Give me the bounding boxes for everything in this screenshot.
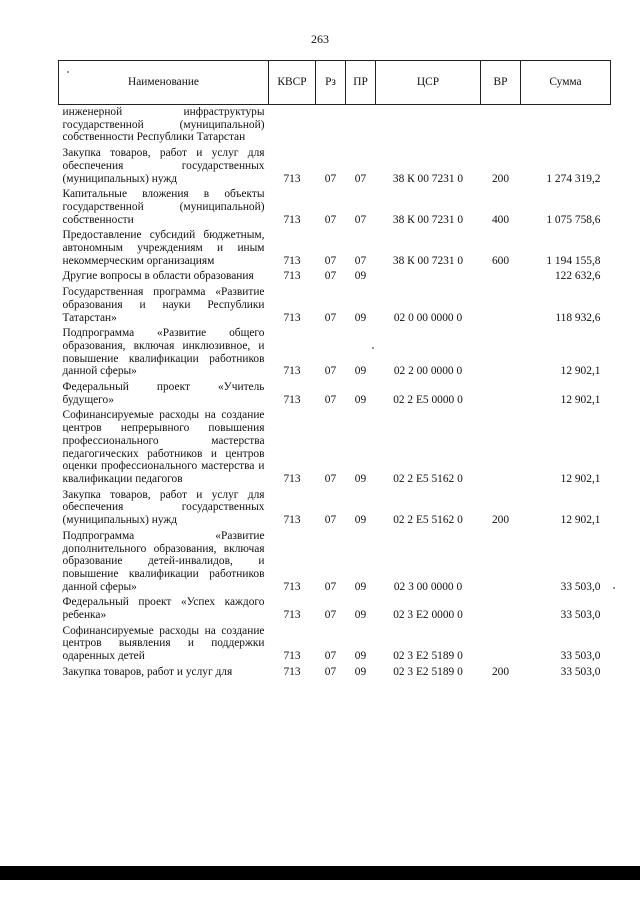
- row-rz: 07: [324, 393, 337, 406]
- table-row: [59, 269, 611, 285]
- row-pr: 09: [354, 270, 367, 283]
- row-vr: [481, 624, 521, 665]
- row-sum: [521, 105, 611, 147]
- row-sum: 1 075 758,6: [546, 213, 601, 226]
- row-sum: 1 194 155,8: [546, 254, 601, 267]
- row-csr: 38 К 00 7231 0: [392, 254, 464, 267]
- row-rz: 07: [324, 514, 337, 527]
- row-vr: [481, 529, 521, 596]
- row-csr: 02 2 Е5 0000 0: [393, 393, 463, 406]
- row-sum: 12 902,1: [560, 472, 601, 485]
- row-pr: 09: [354, 365, 367, 378]
- row-name: Предоставление субсидий бюджетным, автономным учреждениям и иным некоммерческим организациям: [62, 229, 265, 267]
- row-rz: 07: [324, 365, 337, 378]
- row-csr: 02 2 00 0000 0: [393, 365, 463, 378]
- row-rz: 07: [324, 472, 337, 485]
- row-name: Закупка товаров, работ и услуг для: [62, 665, 233, 678]
- header-csr: ЦСР: [376, 61, 481, 105]
- row-kvsr: 713: [283, 172, 301, 185]
- row-name: инженерной инфраструктуры государственной (муниципальной) собственности Республики Татарстан: [62, 106, 265, 144]
- row-vr: 200: [491, 514, 510, 527]
- row-pr: 07: [354, 172, 367, 185]
- row-csr: 38 К 00 7231 0: [392, 213, 464, 226]
- row-sum: 33 503,0: [560, 609, 601, 622]
- row-name: Закупка товаров, работ и услуг для обеспечения государственных (муниципальных) нужд: [62, 147, 265, 185]
- row-kvsr: 713: [283, 514, 301, 527]
- row-rz: 07: [324, 254, 337, 267]
- row-rz: 07: [324, 172, 337, 185]
- row-kvsr: 713: [283, 254, 301, 267]
- row-sum: 12 902,1: [560, 514, 601, 527]
- row-kvsr: 713: [283, 393, 301, 406]
- row-rz: 07: [324, 213, 337, 226]
- row-kvsr: 713: [283, 270, 301, 283]
- row-name: Софинансируемые расходы на создание центров выявления и поддержки одаренных детей: [62, 624, 265, 663]
- header-kvsr: КВСР: [269, 61, 316, 105]
- row-vr: 200: [491, 665, 510, 678]
- row-csr: [376, 105, 481, 147]
- row-kvsr: [269, 105, 316, 147]
- row-csr: [376, 269, 481, 285]
- scan-border-bottom: [0, 866, 640, 880]
- scan-speck: [372, 347, 374, 349]
- page-number: 263: [311, 32, 329, 46]
- row-vr: [481, 105, 521, 147]
- row-csr: 02 3 Е2 5189 0: [393, 665, 463, 678]
- row-vr: 200: [491, 172, 510, 185]
- row-kvsr: 713: [283, 311, 301, 324]
- row-sum: 118 932,6: [555, 311, 601, 324]
- table-row: [59, 187, 611, 228]
- row-vr: 400: [491, 213, 510, 226]
- table-row: [59, 228, 611, 269]
- row-vr: [481, 380, 521, 408]
- row-rz: 07: [324, 580, 337, 593]
- row-pr: 09: [354, 393, 367, 406]
- table-row: [59, 624, 611, 665]
- row-kvsr: 713: [283, 609, 301, 622]
- header-pr: ПР: [346, 61, 376, 105]
- row-csr: 02 3 Е2 5189 0: [393, 650, 463, 663]
- table-row: [59, 326, 611, 380]
- row-sum: 33 503,0: [560, 665, 601, 678]
- table-row: [59, 408, 611, 487]
- table-row: [59, 488, 611, 529]
- scan-speck: [67, 71, 69, 73]
- row-sum: 12 902,1: [560, 365, 601, 378]
- row-vr: [481, 408, 521, 487]
- row-name: Подпрограмма «Развитие общего образования, включая инклюзивное, и повышение квалификации работников данной сферы»: [62, 327, 265, 378]
- scan-speck: [613, 587, 615, 589]
- row-pr: 09: [354, 609, 367, 622]
- header-sum: Сумма: [521, 61, 611, 105]
- table-header-row: [59, 61, 611, 105]
- row-name: Федеральный проект «Успех каждого ребенка»: [62, 596, 265, 622]
- header-vr: ВР: [481, 61, 521, 105]
- row-pr: 09: [354, 472, 367, 485]
- table-row: [59, 665, 611, 681]
- row-csr: 02 2 Е5 5162 0: [393, 514, 463, 527]
- row-vr: [481, 595, 521, 623]
- row-csr: 02 3 Е2 0000 0: [393, 609, 463, 622]
- row-csr: 02 0 00 0000 0: [393, 311, 463, 324]
- row-kvsr: 713: [283, 365, 301, 378]
- row-sum: 33 503,0: [560, 650, 601, 663]
- page-margin-bottom: [0, 880, 640, 905]
- row-rz: 07: [324, 609, 337, 622]
- row-pr: 09: [354, 665, 367, 678]
- row-sum: 1 274 319,2: [546, 172, 601, 185]
- header-rz: Рз: [316, 61, 346, 105]
- row-pr: 07: [354, 213, 367, 226]
- row-kvsr: 713: [283, 213, 301, 226]
- row-kvsr: 713: [283, 650, 301, 663]
- row-pr: 09: [354, 514, 367, 527]
- table-row: [59, 285, 611, 326]
- row-name: Капитальные вложения в объекты государственной (муниципальной) собственности: [62, 188, 265, 226]
- row-name: Государственная программа «Развитие образования и науки Республики Татарстан»: [62, 286, 265, 324]
- row-vr: 600: [491, 254, 510, 267]
- row-kvsr: 713: [283, 665, 301, 678]
- table-row: [59, 380, 611, 408]
- row-rz: 07: [324, 311, 337, 324]
- row-name: Другие вопросы в области образования: [62, 270, 254, 283]
- row-name: Федеральный проект «Учитель будущего»: [62, 381, 265, 406]
- row-pr: 09: [354, 650, 367, 663]
- row-vr: [481, 285, 521, 326]
- row-rz: 07: [324, 270, 337, 283]
- row-kvsr: 713: [283, 472, 301, 485]
- row-vr: [481, 326, 521, 380]
- row-sum: 122 632,6: [554, 270, 601, 283]
- table-row: [59, 105, 611, 147]
- row-pr: 09: [354, 580, 367, 593]
- row-vr: [481, 269, 521, 285]
- row-csr: 02 3 00 0000 0: [393, 580, 463, 593]
- row-name: Подпрограмма «Развитие дополнительного образования, включая образование детей-инвалидов, и повышение квалификации работников данной сферы»: [62, 529, 265, 593]
- budget-table: [58, 60, 611, 681]
- row-rz: 07: [324, 650, 337, 663]
- table-row: [59, 595, 611, 623]
- row-rz: 07: [324, 665, 337, 678]
- header-name: Наименование: [59, 61, 269, 105]
- table-row: [59, 529, 611, 596]
- row-kvsr: 713: [283, 580, 301, 593]
- row-pr: 09: [354, 311, 367, 324]
- row-csr: 38 К 00 7231 0: [392, 172, 464, 185]
- row-csr: 02 2 Е5 5162 0: [393, 472, 463, 485]
- row-name: Софинансируемые расходы на создание центров непрерывного повышения профессионального мастерства педагогических работников и центров оценки профессионального мастерства и квалификации педагогов: [62, 409, 265, 485]
- row-sum: 12 902,1: [560, 393, 601, 406]
- row-name: Закупка товаров, работ и услуг для обеспечения государственных (муниципальных) нужд: [62, 488, 265, 527]
- table-row: [59, 146, 611, 187]
- row-sum: 33 503,0: [560, 580, 601, 593]
- row-rz: [316, 105, 346, 147]
- row-pr: [346, 105, 376, 147]
- row-pr: 07: [354, 254, 367, 267]
